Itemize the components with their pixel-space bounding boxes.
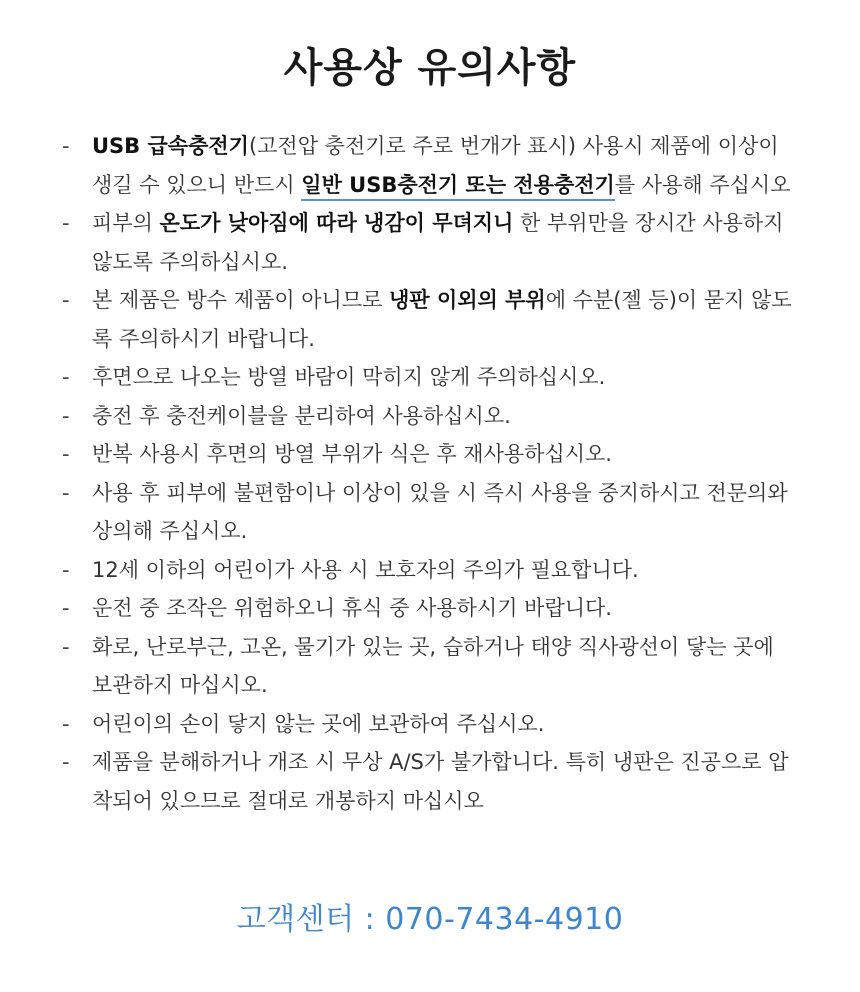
emphasis-text: 일반 USB충전기 또는 전용충전기: [301, 173, 615, 201]
notice-text: 운전 중 조작은 위험하오니 휴식 중 사용하시기 바랍니다.: [92, 596, 612, 620]
emphasis-text: USB 급속충전기: [92, 134, 249, 158]
notice-list: [62, 127, 792, 820]
emphasis-text: 온도가 낮아짐에 따라 냉감이 무뎌지니: [159, 211, 514, 235]
bullet-dash: -: [62, 365, 70, 389]
notice-item: [62, 743, 792, 820]
notice-text: 본 제품은 방수 제품이 아니므로: [92, 288, 390, 312]
page-title: 사용상 유의사항: [283, 45, 577, 91]
notice-text: 반복 사용시 후면의 방열 부위가 식은 후 재사용하십시오.: [92, 442, 612, 466]
notice-item: [62, 397, 792, 436]
notice-text: 충전 후 충전케이블을 분리하여 사용하십시오.: [92, 403, 511, 428]
emphasis-text: 냉판 이외의 부위: [389, 288, 546, 312]
notice-item: [62, 474, 792, 551]
notice-item: [62, 358, 792, 397]
notice-item: [62, 551, 792, 590]
customer-service-contact: 고객센터 : 070-7434-4910: [236, 902, 624, 937]
notice-text: 를 사용해 주십시오: [614, 172, 791, 197]
notice-text: (고전압 충전기로 주로 번개가 표시) 사용시 제품에 이상이 생길 수 있으니 반드시: [92, 134, 779, 197]
notice-text: 12세 이하의 어린이가 사용 시 보호자의 주의가 필요합니다.: [92, 557, 639, 582]
notice-item: [62, 628, 792, 705]
bullet-dash: -: [62, 134, 70, 158]
bullet-dash: -: [62, 750, 70, 774]
notice-item: [62, 589, 792, 628]
notice-item: [62, 281, 792, 358]
notice-text: 피부의: [92, 211, 160, 235]
notice-text: 에 수분(젤 등)이 묻지 않도록 주의하시기 바랍니다.: [92, 288, 792, 351]
bullet-dash: -: [62, 557, 70, 582]
notice-text: 화로, 난로부근, 고온, 물기가 있는 곳, 습하거나 태양 직사광선이 닿는 곳에 보관하지 마십시오.: [92, 634, 774, 697]
notice-item: [62, 204, 792, 281]
bullet-dash: -: [62, 403, 70, 428]
notice-text: 어린이의 손이 닿지 않는 곳에 보관하여 주십시오.: [92, 711, 545, 736]
notice-text: 한 부위만을 장시간 사용하지 않도록 주의하십시오.: [92, 211, 784, 274]
bullet-dash: -: [62, 211, 70, 235]
bullet-dash: -: [62, 596, 70, 620]
notice-item: [62, 435, 792, 474]
bullet-dash: -: [62, 442, 70, 466]
notice-item: [62, 127, 792, 204]
bullet-dash: -: [62, 634, 70, 659]
notice-text: 제품을 분해하거나 개조 시 무상 A/S가 불가합니다. 특히 냉판은 진공으로 압착되어 있으므로 절대로 개봉하지 마십시오: [92, 750, 789, 813]
bullet-dash: -: [62, 288, 70, 312]
notice-item: [62, 705, 792, 744]
notice-text: 후면으로 나오는 방열 바람이 막히지 않게 주의하십시오.: [92, 365, 606, 389]
bullet-dash: -: [62, 480, 70, 505]
notice-text: 사용 후 피부에 불편함이나 이상이 있을 시 즉시 사용을 중지하시고 전문의와 상의해 주십시오.: [92, 480, 788, 543]
bullet-dash: -: [62, 711, 70, 736]
